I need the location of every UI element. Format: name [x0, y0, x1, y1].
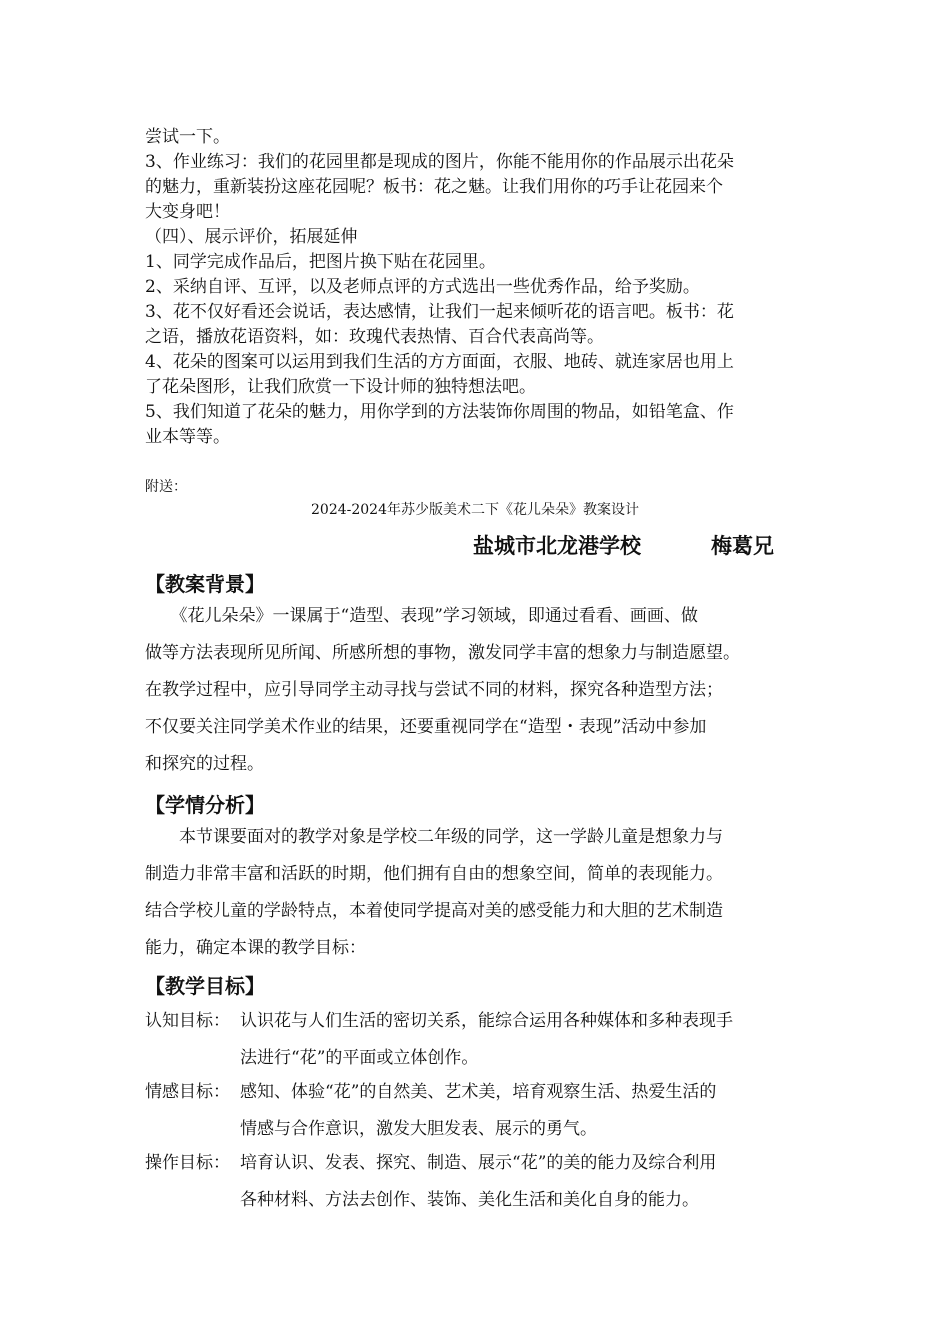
text-line: 4、花朵的图案可以运用到我们生活的方方面面，衣服、地砖、就连家居也用上: [145, 352, 734, 372]
text-line: 2、采纳自评、互评，以及老师点评的方式选出一些优秀作品，给予奖励。: [145, 277, 700, 297]
goal-text-continued: 各种材料、方法去创作、装饰、美化生活和美化自身的能力。: [240, 1190, 699, 1210]
goal-operational: [145, 1145, 716, 1182]
section-heading-goals: 【教学目标】: [145, 974, 265, 998]
section-heading-analysis: 【学情分析】: [145, 793, 265, 817]
text-line: 的魅力，重新装扮这座花园呢？板书：花之魅。让我们用你的巧手让花园来个: [145, 177, 723, 197]
paragraph-line: 做等方法表现所见所闻、所感所想的事物，激发同学丰富的想象力与制造愿望。: [145, 643, 740, 663]
goal-text: 认识花与人们生活的密切关系，能综合运用各种媒体和多种表现手: [240, 1011, 733, 1031]
paragraph-line: 和探究的过程。: [145, 754, 264, 774]
paragraph-line: 制造力非常丰富和活跃的时期，他们拥有自由的想象空间，简单的表现能力。: [145, 864, 723, 884]
paragraph-line: 在教学过程中，应引导同学主动寻找与尝试不同的材料，探究各种造型方法；: [145, 680, 723, 700]
attachment-label: 附送：: [145, 479, 187, 495]
text-line: 3、花不仅好看还会说话，表达感情，让我们一起来倾听花的语言吧。板书：花: [145, 302, 734, 322]
text-line: 业本等等。: [145, 427, 230, 447]
goal-cognitive: [145, 1003, 733, 1040]
text-line: 1、同学完成作品后，把图片换下贴在花园里。: [145, 252, 496, 272]
goal-text: 培育认识、发表、探究、制造、展示“花”的美的能力及综合利用: [240, 1153, 717, 1173]
text-line: 大变身吧！: [145, 202, 230, 222]
paragraph-line: 本节课要面对的教学对象是学校二年级的同学，这一学龄儿童是想象力与: [145, 827, 723, 847]
author-name: 梅葛兄: [711, 534, 774, 558]
goal-label: 情感目标：: [145, 1082, 230, 1102]
section-heading-four: （四）、展示评价，拓展延伸: [145, 227, 358, 247]
author-line: [473, 530, 774, 560]
paragraph-line: 能力，确定本课的教学目标：: [145, 938, 366, 958]
text-line: 5、我们知道了花朵的魅力，用你学到的方法装饰你周围的物品，如铅笔盒、作: [145, 402, 734, 422]
goal-label: 认知目标：: [145, 1011, 230, 1031]
goal-text-continued: 法进行“花”的平面或立体创作。: [240, 1048, 479, 1068]
goal-emotional: [145, 1074, 716, 1111]
text-line: 3、作业练习：我们的花园里都是现成的图片，你能不能用你的作品展示出花朵: [145, 152, 734, 172]
goal-text-continued: 情感与合作意识，激发大胆发表、展示的勇气。: [240, 1119, 597, 1139]
paragraph-line: 不仅要关注同学美术作业的结果，还要重视同学在“造型・表现”活动中参加: [145, 717, 707, 737]
section-heading-background: 【教案背景】: [145, 572, 265, 596]
text-line: 之语，播放花语资料，如：玫瑰代表热情、百合代表高尚等。: [145, 327, 604, 347]
goal-label: 操作目标：: [145, 1153, 230, 1173]
goal-text: 感知、体验“花”的自然美、艺术美，培育观察生活、热爱生活的: [240, 1082, 717, 1102]
paragraph-line: 结合学校儿童的学龄特点，本着使同学提高对美的感受能力和大胆的艺术制造: [145, 901, 723, 921]
text-line: 尝试一下。: [145, 127, 230, 147]
document-subtitle: 2024-2024年苏少版美术二下《花儿朵朵》教案设计: [311, 502, 639, 518]
text-line: 了花朵图形，让我们欣赏一下设计师的独特想法吧。: [145, 377, 536, 397]
school-name: 盐城市北龙港学校: [473, 534, 641, 558]
paragraph-line: 《花儿朵朵》一课属于“造型、表现”学习领域，即通过看看、画画、做: [145, 606, 698, 626]
